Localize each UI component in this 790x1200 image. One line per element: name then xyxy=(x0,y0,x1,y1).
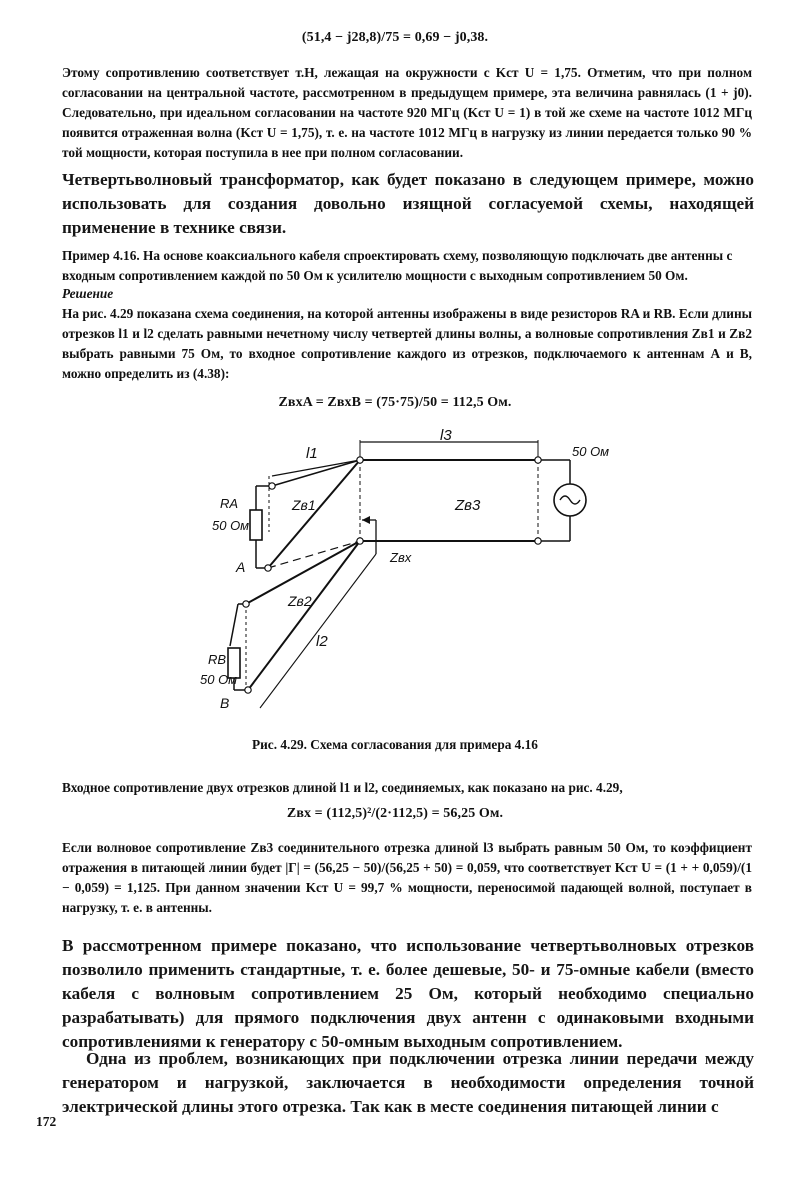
label-l3: l3 xyxy=(440,427,452,444)
label-zvx: Zвх xyxy=(390,550,412,565)
example-text: На основе коаксиального кабеля спроектировать схему, позволяющую подключать две антенны с входным сопротивлением каждой по 50 Ом к усилителю мощности с выходным сопротивлением 50 Ом. xyxy=(62,248,733,283)
paragraph-3: На рис. 4.29 показана схема соединения, на которой антенны изображены в виде резисторов RA и RB. Если длины отрезков l1 и l2 сделать равными нечетному числу четвертей длины волны, а волновые сопротивления Zв1 и Zв2 выбрать равными 75 Ом, то входное сопротивление каждого из отрезков, подключаемого к антеннам А и В, можно определить из (4.38): xyxy=(62,306,752,381)
node-dot xyxy=(269,483,275,489)
label-ra-value: 50 Ом xyxy=(212,518,250,533)
node-dot xyxy=(357,457,363,463)
top-equation: (51,4 − j28,8)/75 = 0,69 − j0,38. xyxy=(301,30,489,45)
l2-dimension xyxy=(260,554,376,708)
paragraph-2: Четвертьволновый трансформатор, как будет показано в следующем примере, можно использовать для создания довольно изящной согласуемой схемы, находящей применение в технике связи. xyxy=(62,170,754,237)
zv1-diagonal xyxy=(268,460,360,568)
paragraph-4: Входное сопротивление двух отрезков длиной l1 и l2, соединяемых, как показано на рис. 4.29, xyxy=(62,780,623,795)
node-dot xyxy=(265,565,271,571)
paragraph-7: Одна из проблем, возникающих при подключении отрезка линии передачи между генератором и нагрузкой, заключается в необходимости определения точной электрической длины этого отрезка. Так как в месте соединения питающей линии с xyxy=(62,1049,754,1116)
ra-resistor xyxy=(250,510,262,540)
label-generator-value: 50 Ом xyxy=(572,444,610,459)
example-title: Пример 4.16. xyxy=(62,248,140,263)
label-rb: RB xyxy=(208,652,227,667)
paragraph-6: В рассмотренном примере показано, что использование четвертьволновых отрезков позволило применить стандартные, т. е. более дешевые, 50- и 75-омные кабели (вместо кабеля с волновым сопротивлением 25 Ом, который необходимо специально разрабатывать) для прямого подключения двух антенн с одинаковыми входными сопротивлениями к генератору с 50-омным выходным сопротивлением. xyxy=(62,936,754,1051)
zvx-arrow-head xyxy=(362,516,370,524)
node-dot xyxy=(245,687,251,693)
node-dot xyxy=(535,538,541,544)
equation-3: Zвх = (112,5)²/(2·112,5) = 56,25 Ом. xyxy=(286,806,504,821)
sine-icon xyxy=(560,496,580,504)
label-ra: RA xyxy=(220,496,239,511)
node-dot xyxy=(243,601,249,607)
label-a: A xyxy=(236,559,246,575)
node-dot xyxy=(357,538,363,544)
label-b: B xyxy=(220,695,230,711)
paragraph-1: Этому сопротивлению соответствует т.Н, лежащая на окружности с Kст U = 1,75. Отметим, что при полном согласовании на центральной частоте, рассмотренном в предыдущем примере, эта величина равнялась (1 + j0). Следовательно, при идеальном согласовании на частоте 920 МГц (Kст U = 1) в той же схеме на частоте 1012 МГц появится отраженная волна (Kст U = 1,75), т. е. на частоте 1012 МГц в нагрузку из линии передается только 90 % той мощности, которая поступила в нее при полном согласовании. xyxy=(62,65,752,160)
equation-2: ZвхA = ZвхB = (75·75)/50 = 112,5 Ом. xyxy=(278,395,512,410)
label-zv2: Zв2 xyxy=(288,593,312,609)
zv1-bottom-dash xyxy=(268,541,360,568)
matching-circuit-figure xyxy=(180,427,610,728)
zv2-bottom-conductor xyxy=(248,541,360,690)
label-zv3: Zв3 xyxy=(455,497,481,514)
figure-caption: Рис. 4.29. Схема согласования для примера 4.16 xyxy=(252,737,538,752)
paragraph-5: Если волновое сопротивление Zв3 соединительного отрезка длиной l3 выбрать равным 50 Ом, то коэффициент отражения в питающей линии будет |Г| = (56,25 − 50)/(56,25 + 50) = 0,059, что соответствует Kст U = (1 + + 0,059)/(1 − 0,059) = 1,125. При данном значении Kст U = 99,7 % мощности, переносимой падающей волной, поступает в нагрузку, т. е. в антенны. xyxy=(62,840,752,915)
label-zv1: Zв1 xyxy=(292,497,316,513)
example-block xyxy=(62,246,752,286)
page-number: 172 xyxy=(36,1114,57,1129)
rb-wire-v1 xyxy=(230,604,238,646)
label-l2: l2 xyxy=(316,633,328,650)
label-l1: l1 xyxy=(306,445,318,462)
solution-label: Решение xyxy=(62,286,114,301)
label-rb-value: 50 Ом xyxy=(200,672,238,687)
node-dot xyxy=(535,457,541,463)
